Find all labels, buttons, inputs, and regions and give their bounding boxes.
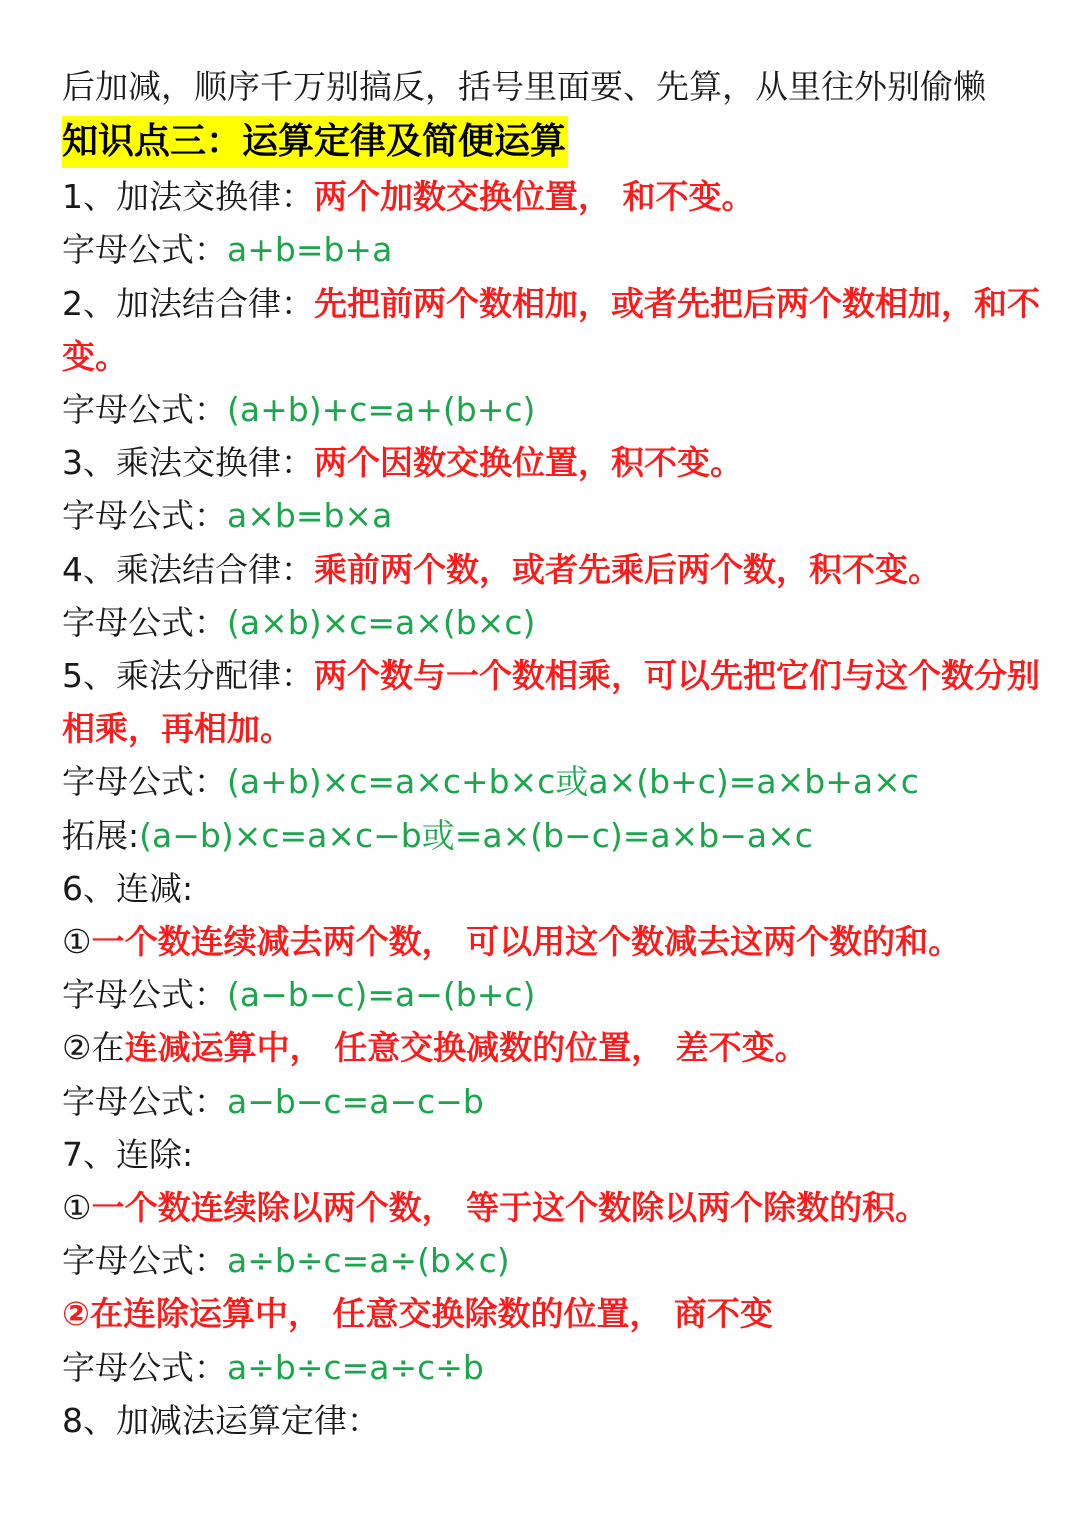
law-7-sub2-formula-row [62, 1341, 1052, 1394]
section-heading-row [62, 113, 1052, 170]
document-page [62, 60, 1052, 1447]
law-2-formula: (a+b)+c=a+(b+c) [227, 390, 536, 430]
law-8-label: 8、加减法运算定律： [62, 1400, 380, 1440]
formula-label: 字母公式： [62, 1081, 227, 1121]
formula-label: 字母公式： [62, 762, 227, 802]
law-3-label: 3、乘法交换律： [62, 443, 314, 483]
law-5-row [62, 649, 1052, 755]
law-4-formula-row [62, 596, 1052, 649]
formula-label: 字母公式： [62, 1347, 227, 1387]
law-4-label: 4、乘法结合律： [62, 549, 314, 589]
law-7-sub1-formula-row [62, 1234, 1052, 1287]
law-7-sub1-row [62, 1181, 1052, 1234]
law-5-extension-row [62, 809, 1052, 862]
law-6-sub1-row [62, 915, 1052, 968]
formula-label: 字母公式： [62, 230, 227, 270]
law-2-label: 2、加法结合律： [62, 283, 314, 323]
law-7-row [62, 1128, 1052, 1181]
law-6-sub2-row [62, 1021, 1052, 1074]
formula-label: 字母公式： [62, 496, 227, 536]
law-8-row [62, 1394, 1052, 1447]
law-3-formula: a×b=b×a [227, 496, 393, 536]
law-7-sub1-rule: 一个数连续除以两个数， 等于这个数除以两个除数的积。 [91, 1188, 929, 1228]
law-1-rule: 两个加数交换位置， 和不变。 [314, 177, 755, 217]
law-7-label: 7、连除: [62, 1134, 194, 1174]
law-5-extension-formula: (a−b)×c=a×c−b或=a×(b−c)=a×b−a×c [139, 815, 813, 855]
intro-line: 后加减，顺序千万别搞反，括号里面要、先算，从里往外别偷懒 [62, 67, 986, 106]
formula-label: 字母公式： [62, 1241, 227, 1281]
law-1-formula: a+b=b+a [227, 230, 393, 270]
law-1-label: 1、加法交换律： [62, 177, 314, 217]
law-6-row [62, 862, 1052, 915]
law-6-sub1-formula: (a−b−c)=a−(b+c) [227, 975, 536, 1015]
law-7-sub2-formula: a÷b÷c=a÷c÷b [227, 1347, 484, 1387]
law-6-label: 6、连减: [62, 868, 194, 908]
formula-label: 字母公式： [62, 975, 227, 1015]
law-5-formula-row [62, 755, 1052, 808]
extension-label: 拓展: [62, 815, 140, 855]
law-1-formula-row [62, 223, 1052, 276]
law-7-sub1-formula: a÷b÷c=a÷(b×c) [227, 1241, 510, 1281]
law-6-sub2-formula: a−b−c=a−c−b [227, 1081, 484, 1121]
law-3-formula-row [62, 489, 1052, 542]
law-5-formula: (a+b)×c=a×c+b×c或a×(b+c)=a×b+a×c [227, 762, 919, 802]
law-6-sub1-rule: 一个数连续减去两个数， 可以用这个数减去这两个数的和。 [91, 922, 962, 962]
circled-two-marker: ②在 [62, 1028, 125, 1068]
law-6-sub2-rule: 连减运算中， 任意交换减数的位置， 差不变。 [124, 1028, 808, 1068]
law-4-formula: (a×b)×c=a×(b×c) [227, 602, 536, 642]
law-2-row [62, 277, 1052, 383]
circled-one-marker: ① [62, 922, 92, 962]
law-6-sub2-formula-row [62, 1075, 1052, 1128]
circled-one-marker: ① [62, 1188, 92, 1228]
law-2-formula-row [62, 383, 1052, 436]
formula-label: 字母公式： [62, 602, 227, 642]
law-6-sub1-formula-row [62, 968, 1052, 1021]
law-2-rule: 先把前两个数相加，或者先把后两个数相加，和不变。 [62, 283, 1040, 376]
law-3-row [62, 436, 1052, 489]
law-4-rule: 乘前两个数，或者先乘后两个数，积不变。 [314, 549, 941, 589]
law-4-row [62, 543, 1052, 596]
law-5-label: 5、乘法分配律： [62, 656, 314, 696]
law-7-sub2-row [62, 1287, 1052, 1340]
formula-label: 字母公式： [62, 390, 227, 430]
section-heading: 知识点三：运算定律及简便运算 [62, 116, 568, 168]
law-7-sub2-rule: 在连除运算中， 任意交换除数的位置， 商不变 [89, 1294, 773, 1334]
law-5-rule: 两个数与一个数相乘，可以先把它们与这个数分别相乘，再相加。 [62, 656, 1040, 749]
circled-two-marker: ② [62, 1294, 90, 1334]
law-3-rule: 两个因数交换位置，积不变。 [314, 443, 743, 483]
law-1-row [62, 170, 1052, 223]
